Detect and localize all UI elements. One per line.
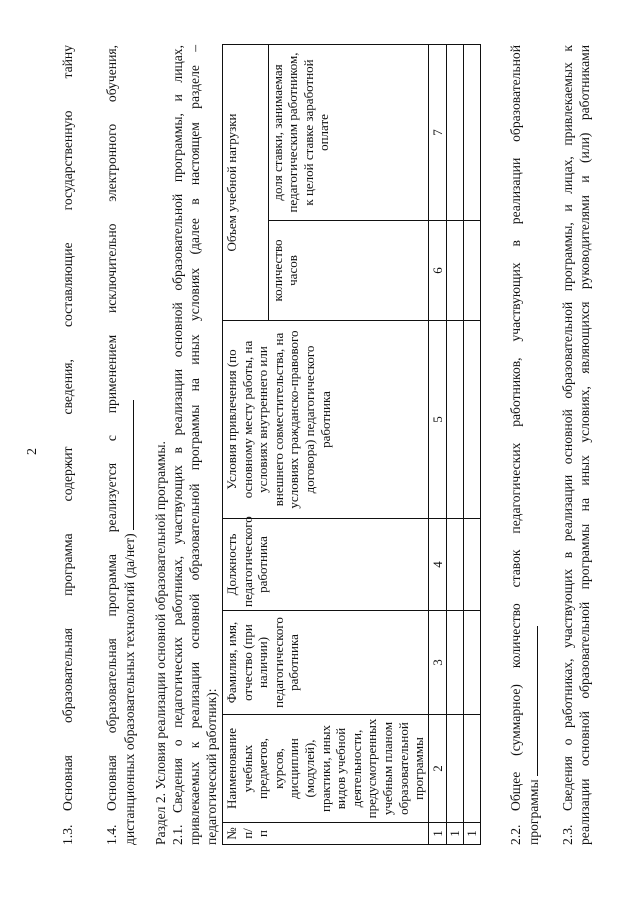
answer-blank-1-4[interactable] <box>121 400 134 530</box>
page-number: 2 <box>25 448 40 455</box>
section-2-2-line1 <box>508 45 525 845</box>
table-cell[interactable] <box>463 611 480 715</box>
table-cell[interactable] <box>463 519 480 611</box>
section-1-4-line2 <box>121 45 139 845</box>
row-number-cell: 1 <box>463 823 480 845</box>
section-1-3 <box>60 45 77 845</box>
section-1-4-line1 <box>104 45 121 845</box>
table-cell[interactable] <box>463 715 480 823</box>
table-cell[interactable] <box>447 611 464 715</box>
section-2-1-line1: 2.1. Сведения о педагогических работниках, участвующих в реализации основной образовательной программы, и лицах, <box>170 45 185 845</box>
section-2-2-text-line1: Общее (суммарное) количество ставок педагогических работников, участвующих в реализации образовательной <box>508 45 523 811</box>
numbering-cell: 6 <box>428 221 447 321</box>
header-row-1 <box>223 45 269 845</box>
section-1-3-text: Основная образовательная программа содержит сведения, составляющие государственную тайну <box>60 45 75 811</box>
section-2-3-line1 <box>560 45 577 845</box>
numbering-row <box>428 45 447 845</box>
numbering-cell: 5 <box>428 321 447 519</box>
table-cell[interactable] <box>463 321 480 519</box>
rotated-page <box>20 15 620 875</box>
header-full-name: Фамилия, имя, отчество (при наличии) педагогического работника <box>223 611 429 715</box>
section-2-3-number: 2.3. <box>560 824 575 845</box>
table-row <box>447 45 464 845</box>
table-row <box>463 45 480 845</box>
staff-table <box>222 44 481 845</box>
section-1-4-number: 1.4. <box>104 824 119 845</box>
table-cell[interactable] <box>463 221 480 321</box>
answer-blank-2-2[interactable] <box>525 626 538 776</box>
section-2-2-number: 2.2. <box>508 824 523 845</box>
section-2-2-line2 <box>525 45 543 845</box>
section-1-3-number: 1.3. <box>60 824 75 845</box>
numbering-cell: 3 <box>428 611 447 715</box>
table-cell[interactable] <box>447 321 464 519</box>
table-cell[interactable] <box>447 221 464 321</box>
header-hours: количество часов <box>268 221 428 321</box>
section-2-3-line2: реализации основной образовательной программы на иных условиях, являющихся руководителями и (или) работниками <box>577 45 592 845</box>
table-cell[interactable] <box>463 45 480 221</box>
table-cell[interactable] <box>447 715 464 823</box>
section-2-1-line2: привлекаемых к реализации основной образовательной программы на иных условиях (далее в настоящем разделе – <box>187 45 202 845</box>
header-subjects: Наименование учебных предметов, курсов, дисциплин (модулей), практики, иных видов учебной деятельности, предусмотренных учебным планом образовательной программы <box>223 715 429 823</box>
numbering-cell: 4 <box>428 519 447 611</box>
section-2-title: Раздел 2. Условия реализации основной образовательной программы. <box>153 441 168 845</box>
header-position: Должность педагогического работника <box>223 519 429 611</box>
row-number-cell: 1 <box>447 823 464 845</box>
section-1-4-text-line2: дистанционных образовательных технологий (да/нет) <box>122 533 137 845</box>
header-rate-share: доля ставки, занимаемая педагогическим работником, к целой ставке заработной оплате <box>268 45 428 221</box>
numbering-cell: 2 <box>428 715 447 823</box>
table-cell[interactable] <box>447 45 464 221</box>
header-conditions: Условия привлечения (по основному месту работы, на условиях внутреннего или внешнего совместительства, на условиях гражданско-правового договора) педагогического работника <box>223 321 429 519</box>
section-1-4-text-line1: Основная образовательная программа реализуется с применением исключительно электронного обучения, <box>104 45 119 811</box>
numbering-cell: 7 <box>428 45 447 221</box>
numbering-cell: 1 <box>428 823 447 845</box>
section-2-1-line3: педагогический работник): <box>204 688 219 845</box>
section-2-2-text-line2: программы <box>526 779 541 845</box>
header-number: № п/п <box>223 823 429 845</box>
header-workload-group: Объем учебной нагрузки <box>223 45 269 321</box>
table-cell[interactable] <box>447 519 464 611</box>
section-2-3-text-line1: Сведения о работниках, участвующих в реализации основной образовательной программы, и лицах, привлекаемых к <box>560 45 575 811</box>
